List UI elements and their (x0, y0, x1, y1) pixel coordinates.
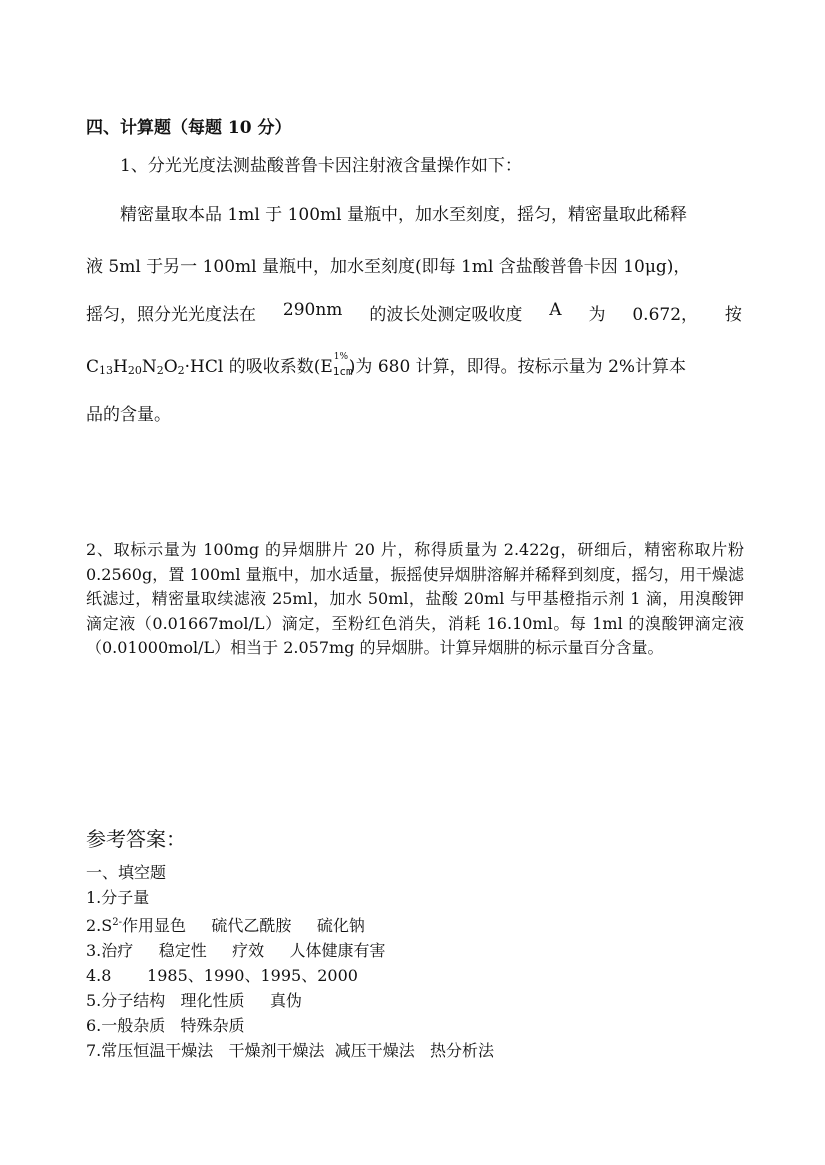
coefficient-sub: 1cm (332, 365, 353, 378)
answer-item-2-sup: 2- (112, 917, 122, 928)
formula-n: N (141, 357, 157, 377)
q1-line-3-part: 的波长处测定吸收度 (369, 305, 523, 325)
q1-line-5: 品的含量。 (86, 405, 171, 425)
q1-line-3-part: 0.672， (632, 305, 699, 325)
formula-c: C (86, 357, 100, 377)
q1-line-1: 精密量取本品 1ml 于 100ml 量瓶中，加水至刻度，摇匀，精密量取此稀释 (120, 205, 687, 225)
formula-h-sub: 20 (127, 364, 142, 377)
answers-list (86, 860, 494, 1063)
answer-item-2-rest: 作用显色 硫代乙酰胺 硫化钠 (121, 916, 365, 935)
q1-line-3-part: A (549, 300, 562, 320)
formula-c-sub: 13 (99, 364, 114, 377)
answer-item-2-prefix: 2.S (86, 916, 113, 935)
q1-line-3 (86, 300, 742, 325)
q1-line-3-part: 290nm (282, 300, 343, 320)
answer-item-2 (86, 910, 494, 938)
answers-section-title: 一、填空题 (86, 863, 167, 882)
formula-after: )为 680 计算，即得。按标示量为 2%计算本 (348, 357, 687, 377)
formula-n-sub: 2 (156, 364, 164, 377)
formula-tail: ·HCl 的吸收系数(E (184, 357, 333, 377)
answer-item-7: 7.常压恒温干燥法 干燥剂干燥法 减压干燥法 热分析法 (86, 1041, 494, 1060)
q1-intro: 1、分光光度法测盐酸普鲁卡因注射液含量操作如下： (120, 156, 522, 176)
q1-line-3-part: 按 (724, 305, 742, 325)
answer-item-4: 4.8 1985、1990、1995、2000 (86, 966, 358, 985)
absorption-coefficient-notation (332, 352, 353, 378)
q1-line-3-part: 为 (588, 305, 606, 325)
q1-formula-line (86, 352, 686, 377)
formula-o-sub: 2 (177, 364, 185, 377)
coefficient-sup: 1% (333, 352, 349, 362)
q1-line-2: 液 5ml 于另一 100ml 量瓶中，加水至刻度(即每 1ml 含盐酸普鲁卡因 10μg)， (86, 257, 691, 277)
question-2: 2、取标示量为 100mg 的异烟肼片 20 片，称得质量为 2.422g，研细后，精密称取片粉 0.2560g，置 100ml 量瓶中，加水适量，振摇使异烟肼溶解并稀释到刻度，摇匀，用干燥滤纸滤过，精密量取续滤液 25ml，加水 50ml，盐酸 20ml 与甲基橙指示剂 1 滴，用溴酸钾滴定液（0.01667mol/L）滴定，至粉红色消失，消耗 16.10ml。每 1ml 的溴酸钾滴定液（0.01000mol/L）相当于 2.057mg 的异烟肼。计算异烟肼的标示量百分含量。 (86, 540, 744, 658)
formula-h: H (113, 357, 128, 377)
q1-line-3-part: 摇匀，照分光光度法在 (86, 305, 256, 325)
section-heading: 四、计算题（每题 10 分） (86, 118, 292, 138)
answers-title: 参考答案： (86, 827, 186, 851)
formula-o: O (163, 357, 178, 377)
answer-item-5: 5.分子结构 理化性质 真伪 (86, 991, 302, 1010)
answer-item-6: 6.一般杂质 特殊杂质 (86, 1016, 245, 1035)
answer-item-3: 3.治疗 稳定性 疗效 人体健康有害 (86, 941, 386, 960)
answer-item-1: 1.分子量 (86, 888, 150, 907)
